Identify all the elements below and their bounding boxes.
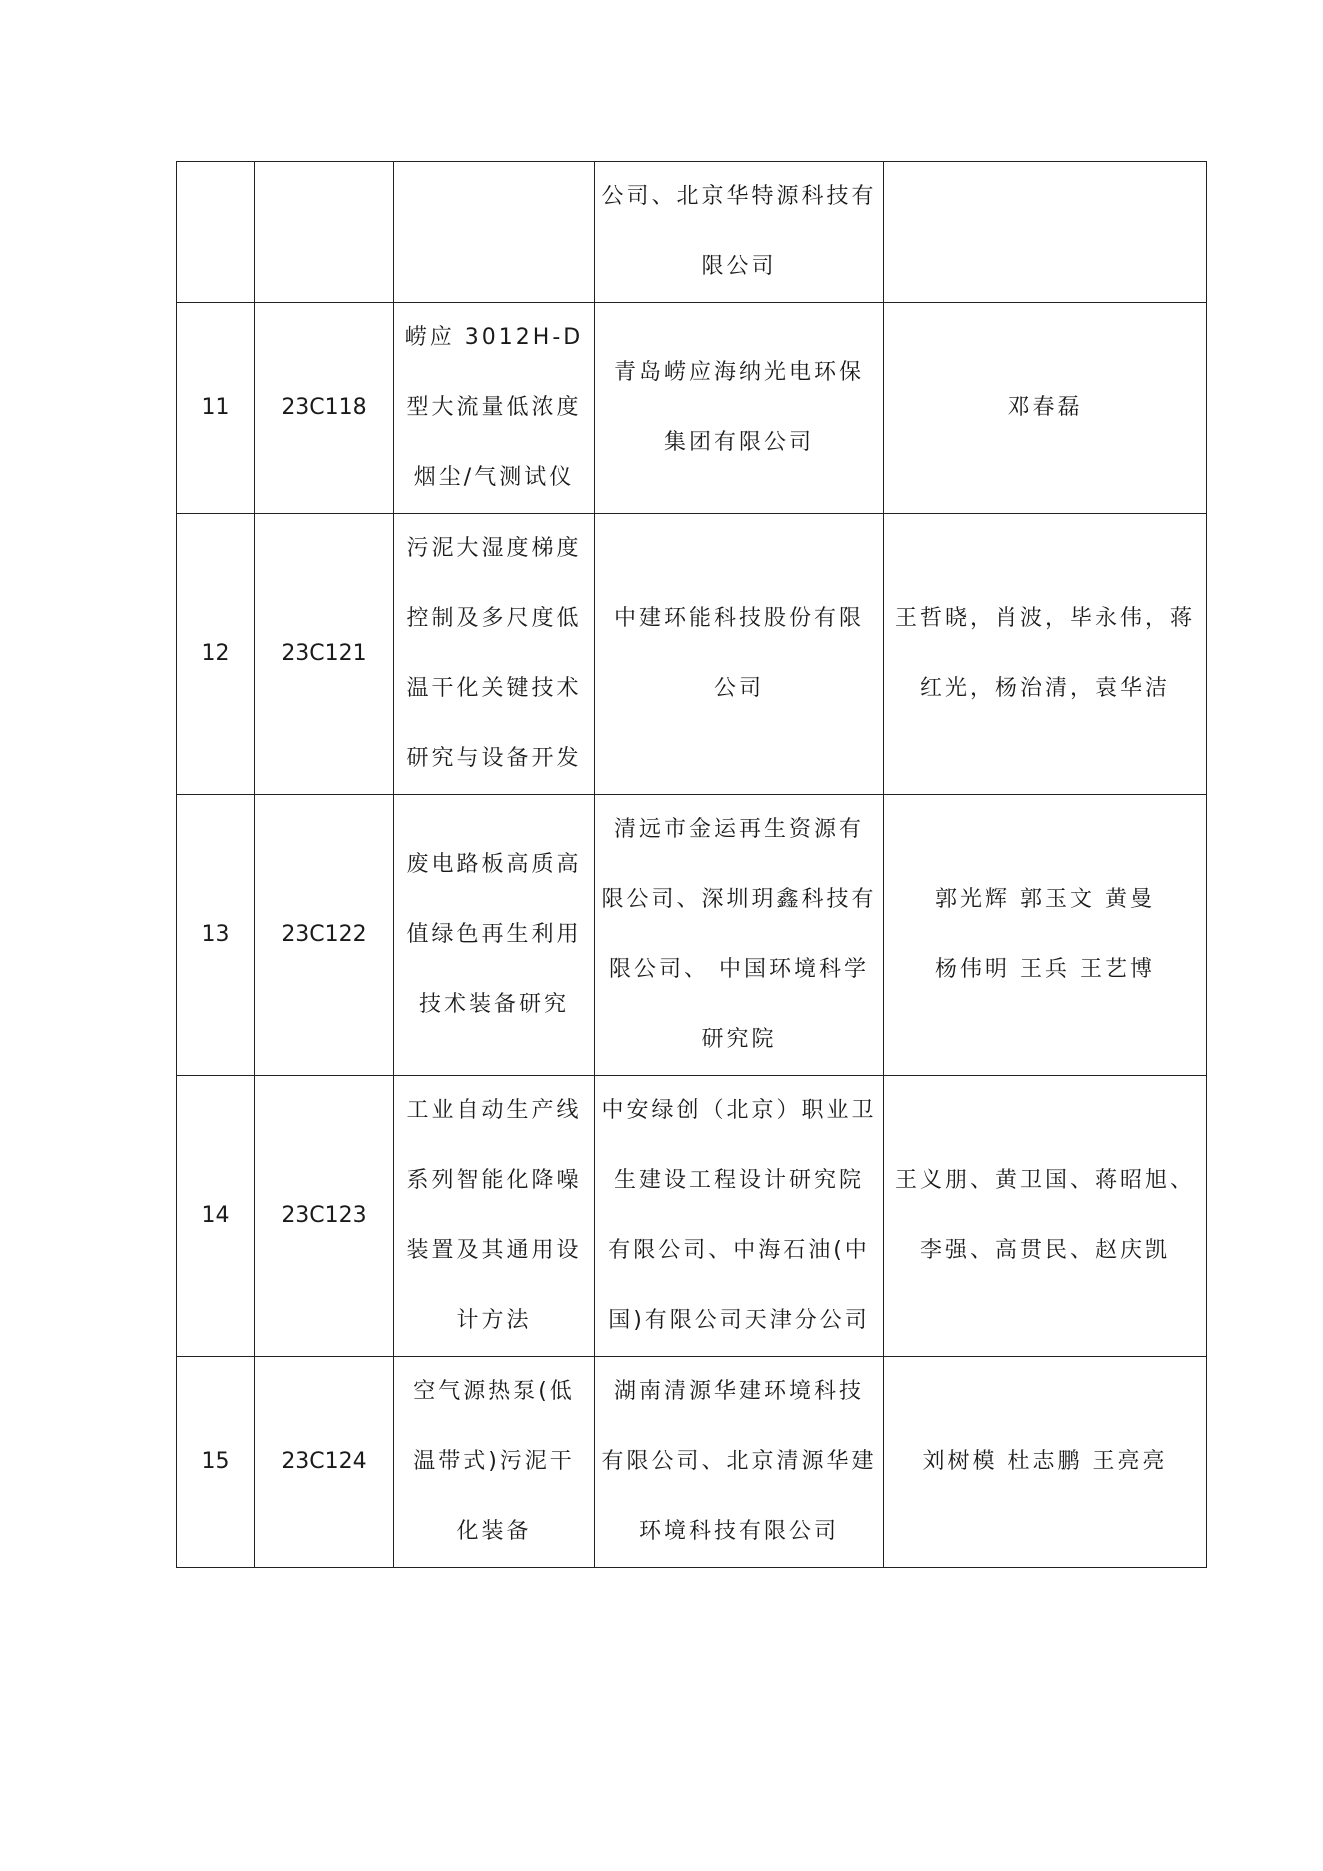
row-number: 14 bbox=[177, 1076, 255, 1357]
project-code: 23C121 bbox=[255, 514, 394, 795]
organization-line: 生建设工程设计研究院 bbox=[613, 1168, 864, 1193]
project-name-line: 化装备 bbox=[456, 1519, 532, 1544]
table-row bbox=[177, 303, 1207, 514]
organization-line: 公司 bbox=[713, 676, 764, 701]
project-name-line: 型大流量低浓度 bbox=[406, 395, 582, 420]
project-name-line: 崂应 3012H-D bbox=[404, 325, 584, 350]
project-code: 23C123 bbox=[255, 1076, 394, 1357]
project-name-line: 值绿色再生利用 bbox=[406, 922, 582, 947]
organization-line: 限公司、深圳玥鑫科技有 bbox=[601, 887, 877, 912]
project-name-line: 工业自动生产线 bbox=[406, 1098, 582, 1123]
organization-line: 有限公司、北京清源华建 bbox=[601, 1449, 877, 1474]
project-name-line: 空气源热泵(低 bbox=[413, 1379, 575, 1404]
participants-line: 刘树模 杜志鹏 王亮亮 bbox=[922, 1449, 1168, 1474]
participants bbox=[884, 162, 1207, 303]
project-code: 23C118 bbox=[255, 303, 394, 514]
project-code: 23C122 bbox=[255, 795, 394, 1076]
project-name-line: 污泥大湿度梯度 bbox=[406, 536, 582, 561]
row-number: 12 bbox=[177, 514, 255, 795]
organization bbox=[595, 1357, 884, 1568]
project-name-line: 温带式)污泥干 bbox=[413, 1449, 575, 1474]
project-name-line: 温干化关键技术 bbox=[406, 676, 582, 701]
participants bbox=[884, 795, 1207, 1076]
organization-line: 限公司、 中国环境科学 bbox=[609, 957, 869, 982]
project-name-line: 装置及其通用设 bbox=[406, 1238, 582, 1263]
organization bbox=[595, 303, 884, 514]
project-name-line: 系列智能化降噪 bbox=[406, 1168, 582, 1193]
participants bbox=[884, 1076, 1207, 1357]
organization-line: 限公司 bbox=[701, 254, 777, 279]
organization-line: 清远市金运再生资源有 bbox=[613, 817, 864, 842]
participants bbox=[884, 303, 1207, 514]
row-number bbox=[177, 162, 255, 303]
project-code bbox=[255, 162, 394, 303]
project-name bbox=[394, 795, 595, 1076]
participants-line: 李强、高贯民、赵庆凯 bbox=[919, 1238, 1170, 1263]
project-name bbox=[394, 1076, 595, 1357]
participants bbox=[884, 514, 1207, 795]
organization bbox=[595, 795, 884, 1076]
participants bbox=[884, 1357, 1207, 1568]
project-name bbox=[394, 1357, 595, 1568]
organization bbox=[595, 514, 884, 795]
participants-line: 郭光辉 郭玉文 黄曼 bbox=[935, 887, 1155, 912]
organization-line: 集团有限公司 bbox=[663, 430, 814, 455]
project-name-line: 控制及多尺度低 bbox=[406, 606, 582, 631]
row-number: 11 bbox=[177, 303, 255, 514]
organization-line: 环境科技有限公司 bbox=[638, 1519, 839, 1544]
project-name-line: 烟尘/气测试仪 bbox=[413, 465, 575, 490]
project-name-line: 废电路板高质高 bbox=[406, 852, 582, 877]
row-number: 13 bbox=[177, 795, 255, 1076]
table-row bbox=[177, 795, 1207, 1076]
project-code: 23C124 bbox=[255, 1357, 394, 1568]
organization-line: 国)有限公司天津分公司 bbox=[608, 1308, 870, 1333]
table-row bbox=[177, 1076, 1207, 1357]
organization-line: 湖南清源华建环境科技 bbox=[613, 1379, 864, 1404]
project-name bbox=[394, 303, 595, 514]
organization bbox=[595, 1076, 884, 1357]
project-name-line: 研究与设备开发 bbox=[406, 746, 582, 771]
organization-line: 公司、北京华特源科技有 bbox=[601, 184, 877, 209]
project-name bbox=[394, 162, 595, 303]
organization-line: 研究院 bbox=[701, 1027, 777, 1052]
participants-line: 王义朋、黄卫国、蒋昭旭、 bbox=[894, 1168, 1195, 1193]
row-number: 15 bbox=[177, 1357, 255, 1568]
participants-line: 邓春磊 bbox=[1007, 395, 1083, 420]
project-table bbox=[176, 161, 1207, 1568]
participants-line: 杨伟明 王兵 王艺博 bbox=[935, 957, 1155, 982]
project-name-line: 计方法 bbox=[456, 1308, 532, 1333]
organization-line: 有限公司、中海石油(中 bbox=[608, 1238, 870, 1263]
table-row bbox=[177, 1357, 1207, 1568]
project-name bbox=[394, 514, 595, 795]
participants-line: 王哲晓，肖波，毕永伟，蒋 bbox=[894, 606, 1195, 631]
organization-line: 青岛崂应海纳光电环保 bbox=[613, 360, 864, 385]
table-body bbox=[177, 162, 1207, 1568]
project-name-line: 技术装备研究 bbox=[418, 992, 569, 1017]
organization-line: 中安绿创（北京）职业卫 bbox=[601, 1098, 877, 1123]
table-row bbox=[177, 162, 1207, 303]
organization bbox=[595, 162, 884, 303]
participants-line: 红光，杨治清，袁华洁 bbox=[919, 676, 1170, 701]
organization-line: 中建环能科技股份有限 bbox=[613, 606, 864, 631]
table-row bbox=[177, 514, 1207, 795]
